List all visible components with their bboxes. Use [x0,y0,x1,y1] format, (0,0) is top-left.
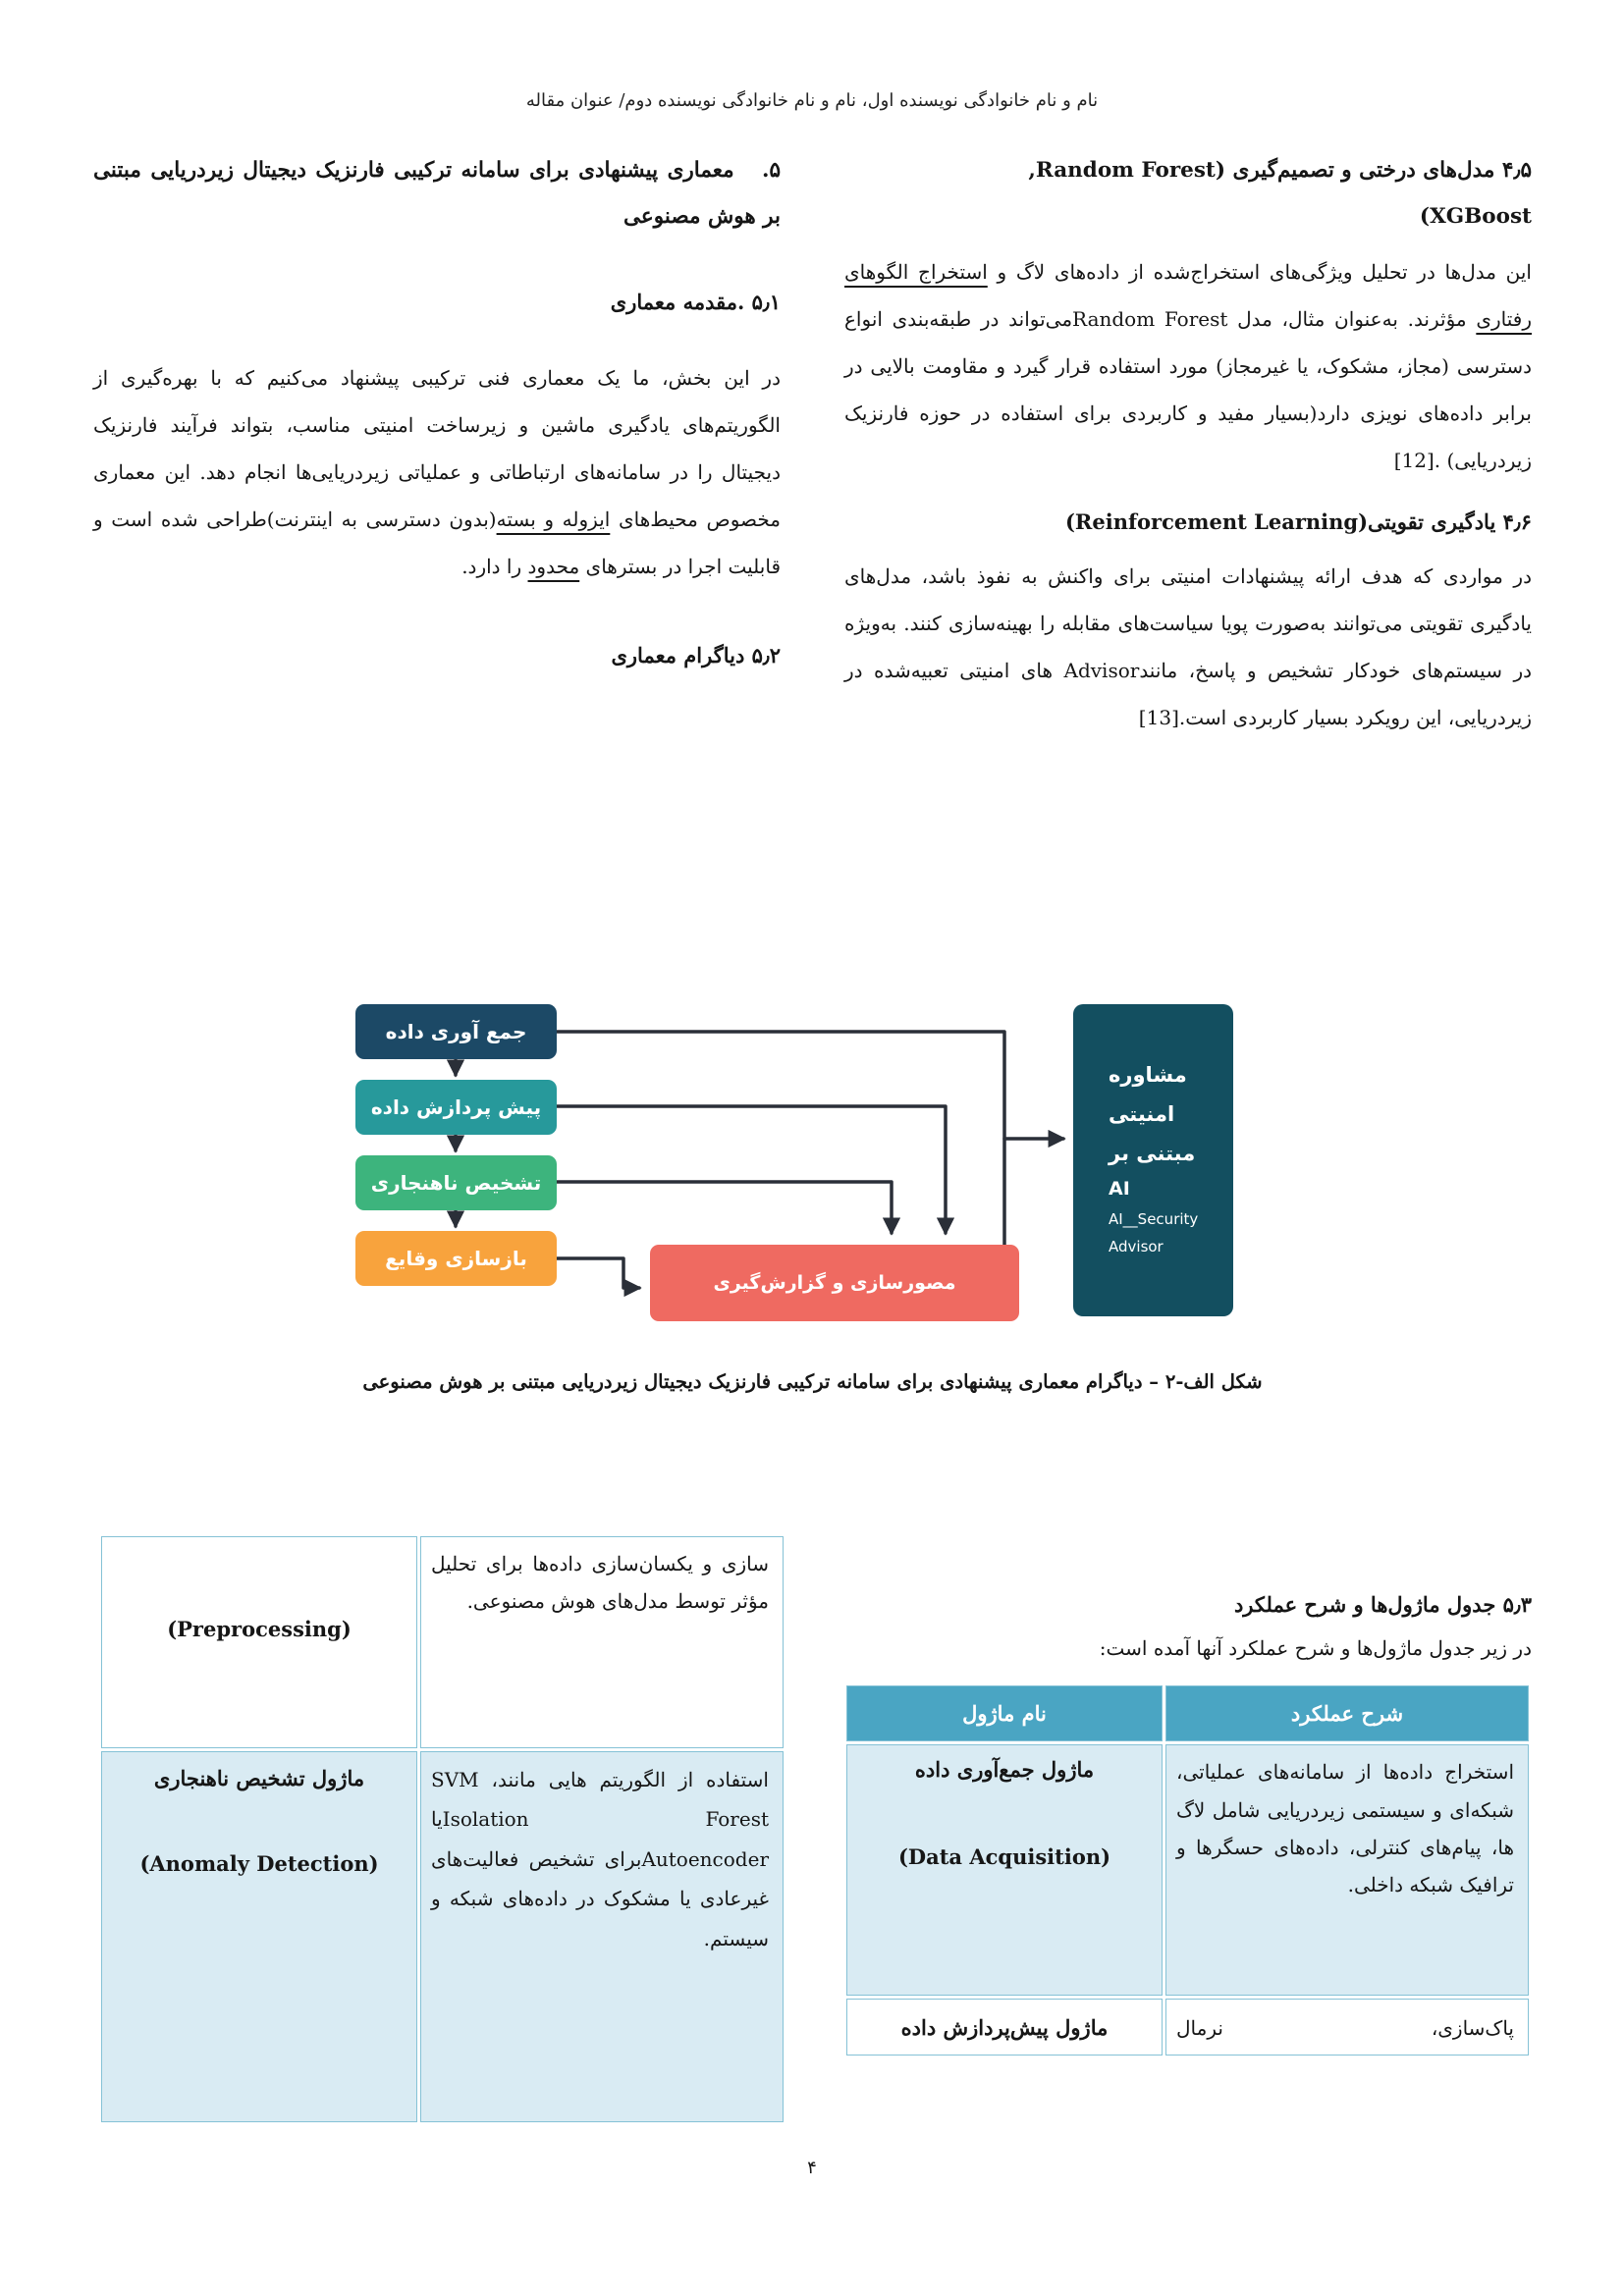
diagram-box-ai-security-advisor [1073,1004,1233,1316]
paragraph-tree-models-text: این مدل‌ها در تحلیل ویژگی‌های استخراج‌شده از داده‌های لاگ و [987,259,1532,284]
table-row [846,1999,1529,2056]
advisor-label-line2: امنیتی [1109,1102,1175,1126]
diagram-box-preprocessing: پیش پردازش داده [355,1080,557,1135]
advisor-label-ai: AI [1109,1178,1130,1200]
architecture-intro-middle: (بدون دسترسی به اینترنت)طراحی شده است و قابلیت اجرا در بسترهای [93,507,781,578]
section-5-2-heading: ۵٫۲ دیاگرام معماری [611,642,781,667]
architecture-intro-underline-limited: محدود [527,554,580,578]
module-description: استخراج داده‌ها از سامانه‌های عملیاتی، شبکه‌ای و سیستمی زیردریایی شامل لاگ ها، پیام‌های کنترلی، داده‌های حسگرها و ترافیک شبکه داخلی. [1176,1760,1514,1897]
table-header-row [846,1685,1529,1741]
table-row [101,1751,784,2122]
figure-caption: شکل الف-۲ – دیاگرام معماری پیشنهادی برای سامانه ترکیبی فارنزیک دیجیتال زیردریایی مبتنی بر هوش مصنوعی [362,1370,1263,1393]
module-name: ماژول پیش‌پردازش داده [900,2014,1109,2040]
diagram-box-anomaly-detection: تشخیص ناهنجاری [355,1155,557,1210]
section-5-heading: ۵. معماری پیشنهادی برای سامانه ترکیبی فارنزیک دیجیتال زیردریایی مبتنی بر هوش مصنوعی [93,158,781,230]
section-4-5-heading-line2: XGBoost) [1419,204,1532,230]
paragraph-tree-models-rest: مؤثرند. به‌عنوان مثال، مدل Random Forestمی‌تواند در طبقه‌بندی انواع دسترسی (مجاز، مشکوک، یا غیرمجاز) مورد استفاده قرار گیرد و مقاومت بالایی در برابر داده‌های نویزی دارد(بسیار مفید و کاربردی برای استفاده در حوزه فارنزیک زیردریایی) .[12] [844,306,1532,472]
advisor-sublabel-2: Advisor [1109,1238,1164,1255]
section-4-5-heading-line1: ۴٫۵ مدل‌های درختی و تصمیم‌گیری (Random Forest, [1028,158,1532,183]
paragraph-architecture-intro [93,354,781,590]
module-description-cell [420,1751,784,2122]
table-row [101,1536,784,1748]
module-name-en: (Data Acquisition) [897,1844,1111,1870]
paragraph-reinforcement: در مواردی که هدف ارائه پیشنهادات امنیتی برای واکنش به نفوذ باشد، مدل‌های یادگیری تقویتی می‌توانند به‌صورت پویا سیاست‌های مقابله را بهینه‌سازی کنند. به‌ویژه در سیستم‌های خودکار تشخیص و پاسخ، مانندAdvisor های امنیتی تعبیه‌شده در زیردریایی، این رویکرد بسیار کاربردی است.[13] [844,563,1533,729]
module-table-continued [98,1533,786,2125]
section-5-3-heading: ۵٫۳ جدول ماژول‌ها و شرح عملکرد [1233,1592,1532,1617]
diagram-box-visualization-reporting: مصورسازی و گزارش‌گیری [650,1245,1019,1321]
column-right [844,147,1532,741]
section-4-6-heading: ۴٫۶ یادگیری تقویتی(Reinforcement Learning) [1064,508,1532,534]
architecture-intro-underline-isolated: ایزوله و بسته [496,507,611,531]
diagram-box-event-reconstruction: بازسازی وقایع [355,1231,557,1286]
section-4-5-heading [844,147,1532,240]
module-table-continued-wrap [98,1533,785,2125]
module-name-en: (Anomaly Detection) [139,1851,379,1876]
section-5-3 [844,1582,1532,2058]
connector-collect-down [557,1032,1004,1245]
module-description-cell [1165,1999,1529,2056]
diagram-box-data-collection: جمع آوری داده [355,1004,557,1059]
module-name-cell [101,1751,417,2122]
module-description: پاک‌سازی، نرمال [1176,2016,1514,2041]
advisor-label-line3: مبتنی بر [1109,1142,1196,1165]
architecture-diagram [334,982,1247,1345]
paragraph-tree-models-underline: استخراج الگوهای رفتاری [844,259,1533,331]
module-name: ماژول جمع‌آوری داده [914,1757,1095,1783]
module-name-cell [846,1744,1163,1996]
advisor-label-line1: مشاوره [1109,1063,1187,1087]
module-description: سازی و یکسان‌سازی داده‌ها برای تحلیل مؤثر توسط مدل‌های هوش مصنوعی. [431,1552,769,1614]
module-description-cell [1165,1744,1529,1996]
advisor-sublabel-1: AI__Security [1109,1210,1199,1228]
arrow-reconstruct-to-visualize [557,1258,639,1288]
module-name-cell [846,1999,1163,2056]
module-description: استفاده از الگوریتم هایی مانندSVM ، Isolation Forestیا Autoencoderبرای تشخیص فعالیت‌های غیرعادی یا مشکوک در داده‌های شبکه و سیستم. [431,1768,769,1950]
module-table [843,1682,1532,2058]
module-name-en: (Preprocessing) [167,1616,352,1641]
column-header-description: شرح عملکرد [1165,1685,1529,1741]
section-5-1-heading: ۵٫۱ .مقدمه معماری [610,289,781,314]
arrow-anomaly-to-visualize [557,1182,892,1233]
column-header-module-name: نام ماژول [846,1685,1163,1741]
running-header: نام و نام خانوادگی نویسنده اول، نام و نام خانوادگی نویسنده دوم/ عنوان مقاله [525,90,1099,111]
page-number: ۴ [807,2158,817,2178]
column-left [93,147,781,678]
module-name: ماژول تشخیص ناهنجاری [153,1766,365,1790]
table-row [846,1744,1529,1996]
module-name-cell [101,1536,417,1748]
architecture-intro-end: را دارد. [461,554,528,578]
section-5-3-intro: در زیر جدول ماژول‌ها و شرح عملکرد آنها آمده است: [1099,1636,1532,1661]
architecture-intro-text: در این بخش، ما یک معماری فنی ترکیبی پیشنهاد می‌کنیم که با بهره‌گیری از الگوریتم‌های یادگیری ماشین و زیرساخت امنیتی مناسب، بتواند فرآیند فارنزیک دیجیتال را در سامانه‌های ارتباطاتی و عملیاتی زیردریایی‌ها انجام دهد. این معماری مخصوص محیط‌های [93,365,782,531]
module-description-cell [420,1536,784,1748]
arrow-preprocess-to-visualize [557,1106,946,1233]
paragraph-tree-models [844,248,1532,484]
